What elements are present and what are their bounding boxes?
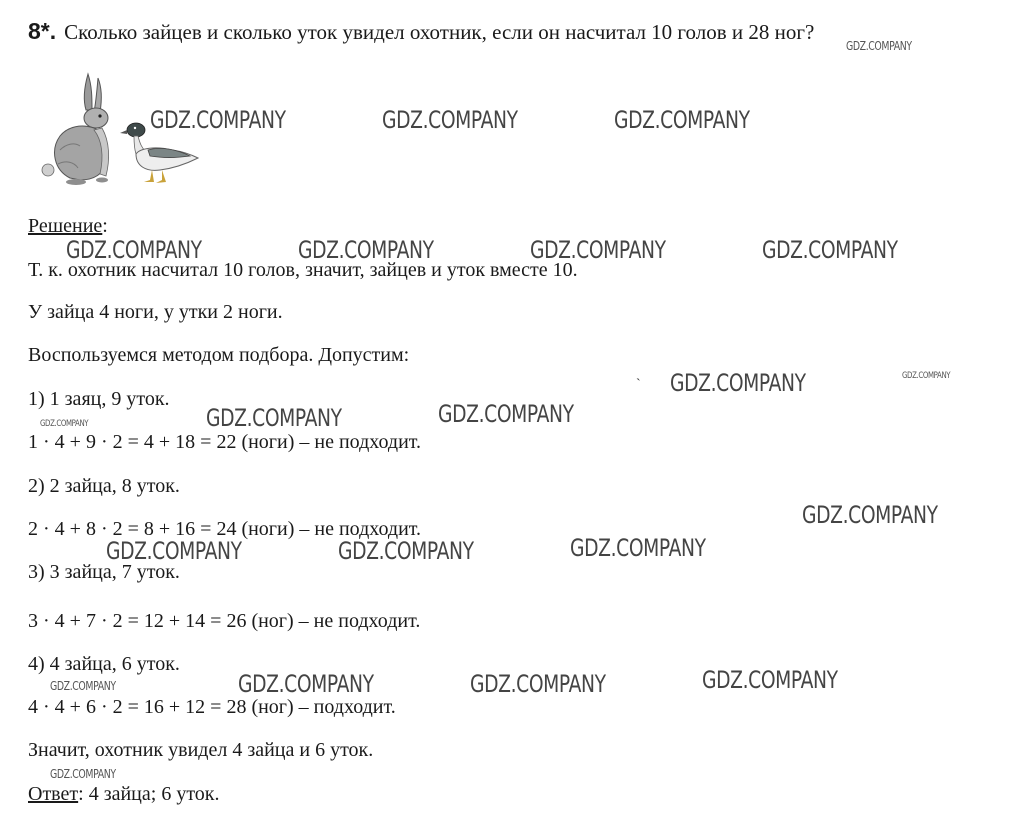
solution-line: Т. к. охотник насчитал 10 голов, значит, зайцев и уток вместе 10. [28, 259, 578, 281]
solution-line: Воспользуемся методом подбора. Допустим: [28, 344, 410, 366]
solution-heading-colon: : [102, 215, 108, 237]
solution-line: 4 · 4 + 6 · 2 = 16 + 12 = 28 (ног) – подходит. [28, 696, 396, 718]
watermark: GDZ.COMPANY [238, 670, 374, 698]
answer-line [28, 784, 220, 804]
watermark: GDZ.COMPANY [570, 534, 706, 562]
watermark: GDZ.COMPANY [50, 767, 116, 781]
watermark: GDZ.COMPANY [702, 666, 838, 694]
answer-text: : 4 зайца; 6 уток. [78, 783, 220, 805]
solution-line: 2 · 4 + 8 · 2 = 8 + 16 = 24 (ноги) – не подходит. [28, 518, 422, 540]
watermark: GDZ.COMPANY [382, 106, 518, 134]
task-number: 8*. [28, 18, 57, 44]
watermark: GDZ.COMPANY [762, 236, 898, 264]
watermark: GDZ.COMPANY [802, 501, 938, 529]
watermark: GDZ.COMPANY [50, 679, 116, 693]
answer-label: Ответ [28, 783, 79, 805]
watermark: GDZ.COMPANY [106, 537, 242, 565]
solution-line: Значит, охотник увидел 4 зайца и 6 уток. [28, 739, 374, 761]
watermark: GDZ.COMPANY [150, 106, 286, 134]
watermark: GDZ.COMPANY [670, 369, 806, 397]
solution-line: 2) 2 зайца, 8 уток. [28, 475, 180, 497]
watermark: GDZ.COMPANY [470, 670, 606, 698]
watermark: GDZ.COMPANY [530, 236, 666, 264]
watermark: GDZ.COMPANY [438, 400, 574, 428]
watermark: GDZ.COMPANY [40, 419, 89, 429]
solution-line: У зайца 4 ноги, у утки 2 ноги. [28, 301, 283, 323]
solution-line: 3 · 4 + 7 · 2 = 12 + 14 = 26 (ног) – не подходит. [28, 610, 421, 632]
watermark: GDZ.COMPANY [298, 236, 434, 264]
task-text: Сколько зайцев и сколько уток увидел охотник, если он насчитал 10 голов и 28 ног? [64, 20, 815, 44]
solution-line: 4) 4 зайца, 6 уток. [28, 653, 180, 675]
solution-line: 3) 3 зайца, 7 уток. [28, 561, 180, 583]
stray-mark: ` [636, 377, 641, 392]
watermark: GDZ.COMPANY [614, 106, 750, 134]
solution-heading [28, 216, 108, 236]
watermark: GDZ.COMPANY [338, 537, 474, 565]
solution-line: 1) 1 заяц, 9 уток. [28, 388, 170, 410]
task-statement [28, 20, 814, 43]
watermark: GDZ.COMPANY [206, 404, 342, 432]
solution-heading-label: Решение [28, 215, 103, 237]
watermark: GDZ.COMPANY [902, 371, 951, 381]
watermark: GDZ.COMPANY [66, 236, 202, 264]
hare-icon [42, 74, 109, 185]
solution-line: 1 · 4 + 9 · 2 = 4 + 18 = 22 (ноги) – не подходит. [28, 431, 422, 453]
watermark: GDZ.COMPANY [846, 39, 912, 53]
